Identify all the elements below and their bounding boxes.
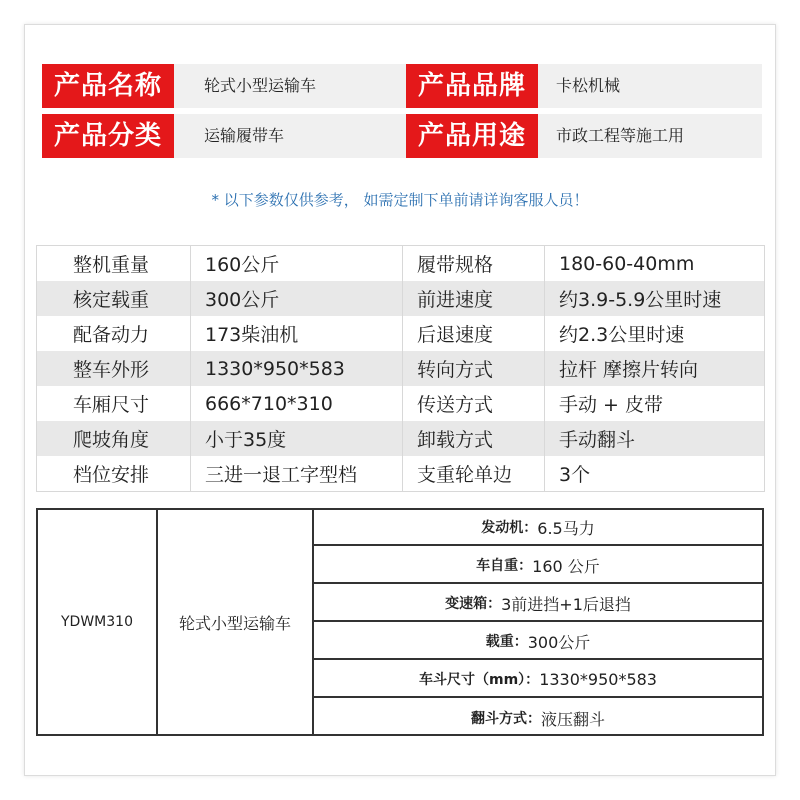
model-spec-key: 发动机： — [481, 520, 538, 536]
spec-label: 支重轮单边 — [403, 456, 545, 492]
model-spec-table — [36, 508, 764, 736]
spec-label: 后退速度 — [403, 316, 545, 351]
spec-value: 300公斤 — [191, 281, 403, 316]
spec-label: 配备动力 — [37, 316, 191, 351]
spec-label: 履带规格 — [403, 246, 545, 282]
model-spec-key: 车自重： — [476, 558, 533, 574]
header-label-product-name: 产品名称 — [42, 64, 174, 108]
header-label-category: 产品分类 — [42, 114, 174, 158]
spec-label: 转向方式 — [403, 351, 545, 386]
model-spec-key: 车斗尺寸（mm）： — [419, 672, 540, 688]
spec-label: 传送方式 — [403, 386, 545, 421]
table-row — [37, 316, 765, 351]
header-label-brand: 产品品牌 — [406, 64, 538, 108]
spec-table — [36, 245, 765, 492]
spec-value: 1330*950*583 — [191, 351, 403, 386]
model-spec-row — [314, 662, 762, 698]
table-row — [37, 281, 765, 316]
model-spec-value: 300公斤 — [527, 632, 591, 652]
spec-label: 整机重量 — [37, 246, 191, 282]
spec-value: 三进一退工字型档 — [191, 456, 403, 492]
spec-value: 拉杆 摩擦片转向 — [545, 351, 765, 386]
spec-label: 车厢尺寸 — [37, 386, 191, 421]
table-row — [37, 456, 765, 492]
model-spec-row — [314, 586, 762, 622]
model-spec-value: 6.5马力 — [537, 518, 595, 538]
spec-value: 3个 — [545, 456, 765, 492]
spec-value: 666*710*310 — [191, 386, 403, 421]
spec-value: 手动翻斗 — [545, 421, 765, 456]
spec-label: 档位安排 — [37, 456, 191, 492]
spec-value: 小于35度 — [191, 421, 403, 456]
model-spec-row — [314, 510, 762, 546]
header-value-category: 运输履带车 — [204, 126, 285, 145]
model-spec-key: 变速箱： — [445, 596, 502, 612]
spec-value: 手动 + 皮带 — [545, 386, 765, 421]
model-number: YDWM310 — [38, 510, 158, 734]
spec-value: 约2.3公里时速 — [545, 316, 765, 351]
spec-label: 核定载重 — [37, 281, 191, 316]
table-row — [37, 351, 765, 386]
spec-label: 前进速度 — [403, 281, 545, 316]
spec-value: 180-60-40mm — [545, 246, 765, 282]
model-product-name: 轮式小型运输车 — [158, 510, 314, 734]
spec-value: 173柴油机 — [191, 316, 403, 351]
model-spec-row — [314, 700, 762, 736]
model-spec-value: 160 公斤 — [532, 556, 600, 576]
reference-note: * 以下参数仅供参考， 如需定制下单前请详询客服人员！ — [211, 191, 589, 209]
model-spec-value: 液压翻斗 — [540, 709, 605, 729]
model-spec-key: 载重： — [485, 634, 528, 650]
table-row — [37, 386, 765, 421]
header-row — [42, 64, 762, 108]
header-value-product-name: 轮式小型运输车 — [204, 76, 317, 95]
header-row — [42, 114, 762, 158]
model-spec-value: 1330*950*583 — [539, 669, 657, 689]
table-row — [37, 421, 765, 456]
model-spec-key: 翻斗方式： — [470, 711, 541, 727]
header-value-brand: 卡松机械 — [556, 76, 621, 95]
model-spec-row — [314, 624, 762, 660]
spec-value: 160公斤 — [191, 246, 403, 282]
table-row — [37, 246, 765, 282]
model-spec-value: 3前进挡+1后退挡 — [501, 594, 631, 614]
header-label-usage: 产品用途 — [406, 114, 538, 158]
spec-label: 整车外形 — [37, 351, 191, 386]
spec-label: 卸载方式 — [403, 421, 545, 456]
spec-value: 约3.9-5.9公里时速 — [545, 281, 765, 316]
spec-label: 爬坡角度 — [37, 421, 191, 456]
model-spec-row — [314, 548, 762, 584]
header-value-usage: 市政工程等施工用 — [556, 126, 685, 145]
